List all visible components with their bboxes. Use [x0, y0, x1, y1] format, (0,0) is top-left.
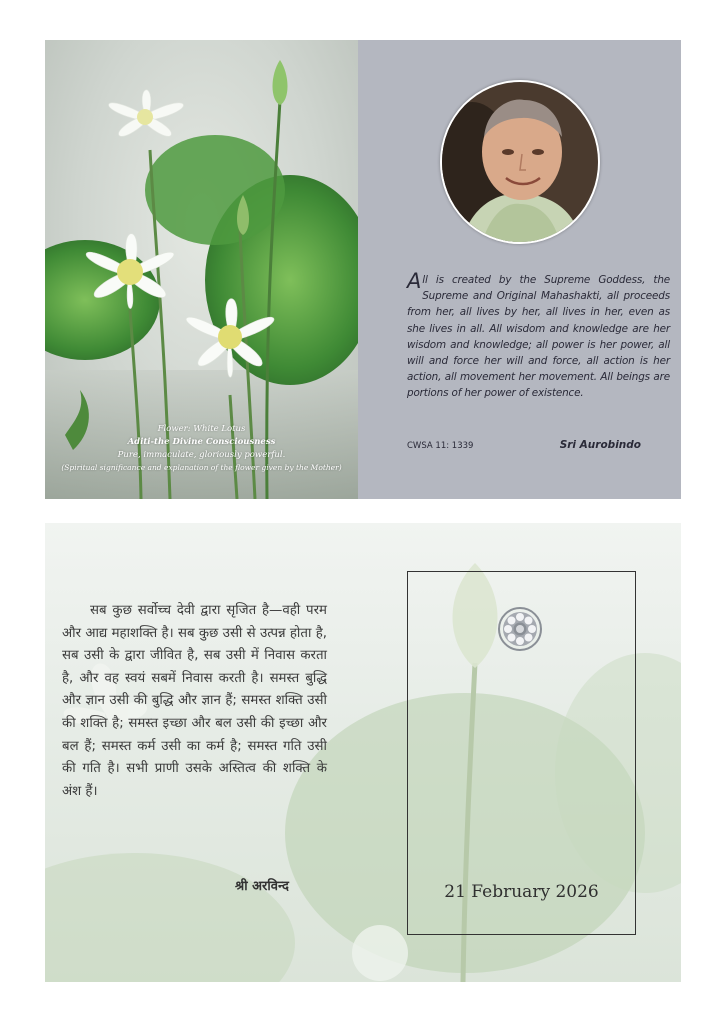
- lotus-photo: [45, 40, 358, 499]
- top-card: [45, 40, 681, 499]
- portrait-photo: [440, 80, 600, 244]
- quote-author: Sri Aurobindo: [559, 439, 641, 451]
- date-frame: [407, 571, 636, 935]
- portrait-illustration: [442, 82, 598, 242]
- flower-description: Pure, immaculate, gloriously powerful.: [117, 450, 286, 460]
- quote-text: ll is created by the Supreme Goddess, the Supreme and Original Mahashakti, all proceeds from her, all lives by her, all lives in her, even as she lives in all. All wisdom and knowledge are her wisdom and knowledge; all power is her power, all will and force her will and force, all action is her action, all movement her movement. All beings are portions of her power of existence.: [407, 274, 670, 400]
- quote-reference: CWSA 11: 1339: [407, 441, 474, 451]
- flower-note: (Spiritual significance and explanation of the flower given by the Mother): [61, 463, 342, 472]
- bottom-card: [45, 523, 681, 982]
- quote-drop-cap: A: [407, 269, 422, 293]
- hindi-quote: सब कुछ सर्वोच्च देवी द्वारा सृजित है—वही परम और आद्य महाशक्ति है। सब कुछ उसी से उत्पन्न होता है, सब उसी के द्वारा जीवित है, सब उसी में निवास करता है, और वह स्वयं सबमें निवास करती है। समस्त बुद्धि और ज्ञान उसी की बुद्धि और ज्ञान हैं; समस्त शक्ति उसी की शक्ति है; समस्त इच्छा और बल उसी की इच्छा और बल हैं; समस्त कर्म उसी का कर्म है; समस्त गति उसी की गति है। सभी प्राणी उसके अस्तित्व की शक्ति के अंश हैं।: [62, 603, 327, 799]
- quote-panel: [358, 40, 681, 499]
- calendar-date: 21 February 2026: [444, 882, 599, 902]
- mother-symbol-icon: [497, 606, 543, 652]
- flower-significance-title: Aditi-the Divine Consciousness: [127, 437, 276, 447]
- english-quote: [407, 269, 670, 402]
- flower-caption: Flower: White Lotus: [157, 424, 246, 434]
- hindi-author: श्री अरविन्द: [235, 879, 289, 894]
